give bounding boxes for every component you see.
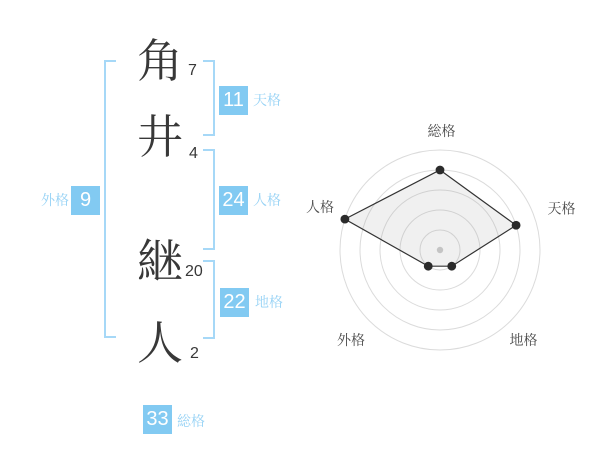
gaikaku-score-badge: 9 — [71, 186, 100, 215]
jinkaku-label: 人格 — [253, 192, 281, 208]
radar-axis-label: 外格 — [337, 332, 365, 348]
gaikaku-bracket — [104, 60, 116, 338]
chikaku-bracket — [203, 260, 215, 339]
stroke-count-3: 20 — [185, 263, 203, 280]
tenkaku-bracket — [203, 60, 215, 136]
name-char-1: 角 — [137, 35, 183, 87]
stroke-count-1: 7 — [188, 62, 197, 79]
radar-axis-label: 地格 — [509, 332, 538, 348]
tenkaku-label: 天格 — [253, 92, 281, 108]
radar-center-dot — [437, 247, 443, 253]
soukaku-label: 総格 — [177, 413, 205, 429]
name-char-4: 人 — [137, 317, 183, 369]
radar-axis-label: 天格 — [547, 200, 576, 217]
radar-data-point — [447, 262, 456, 271]
radar-data-point — [436, 166, 445, 175]
soukaku-score-badge: 33 — [143, 405, 172, 434]
stroke-count-4: 2 — [190, 345, 199, 362]
jinkaku-score-badge: 24 — [219, 186, 248, 215]
stroke-count-2: 4 — [189, 145, 198, 162]
jinkaku-bracket — [203, 149, 215, 250]
radar-axis-label: 人格 — [306, 199, 334, 215]
radar-data-point — [340, 215, 349, 224]
fortune-radar-chart — [300, 105, 600, 395]
name-char-2: 井 — [137, 111, 183, 163]
chikaku-score-badge: 22 — [220, 288, 249, 317]
tenkaku-score-badge: 11 — [219, 86, 248, 115]
radar-polygon — [345, 170, 516, 266]
gaikaku-label: 外格 — [41, 192, 69, 208]
name-char-3: 継 — [137, 235, 183, 287]
radar-data-point — [512, 221, 521, 230]
chikaku-label: 地格 — [255, 294, 283, 310]
radar-data-point — [424, 262, 433, 271]
radar-axis-label: 総格 — [427, 123, 456, 139]
